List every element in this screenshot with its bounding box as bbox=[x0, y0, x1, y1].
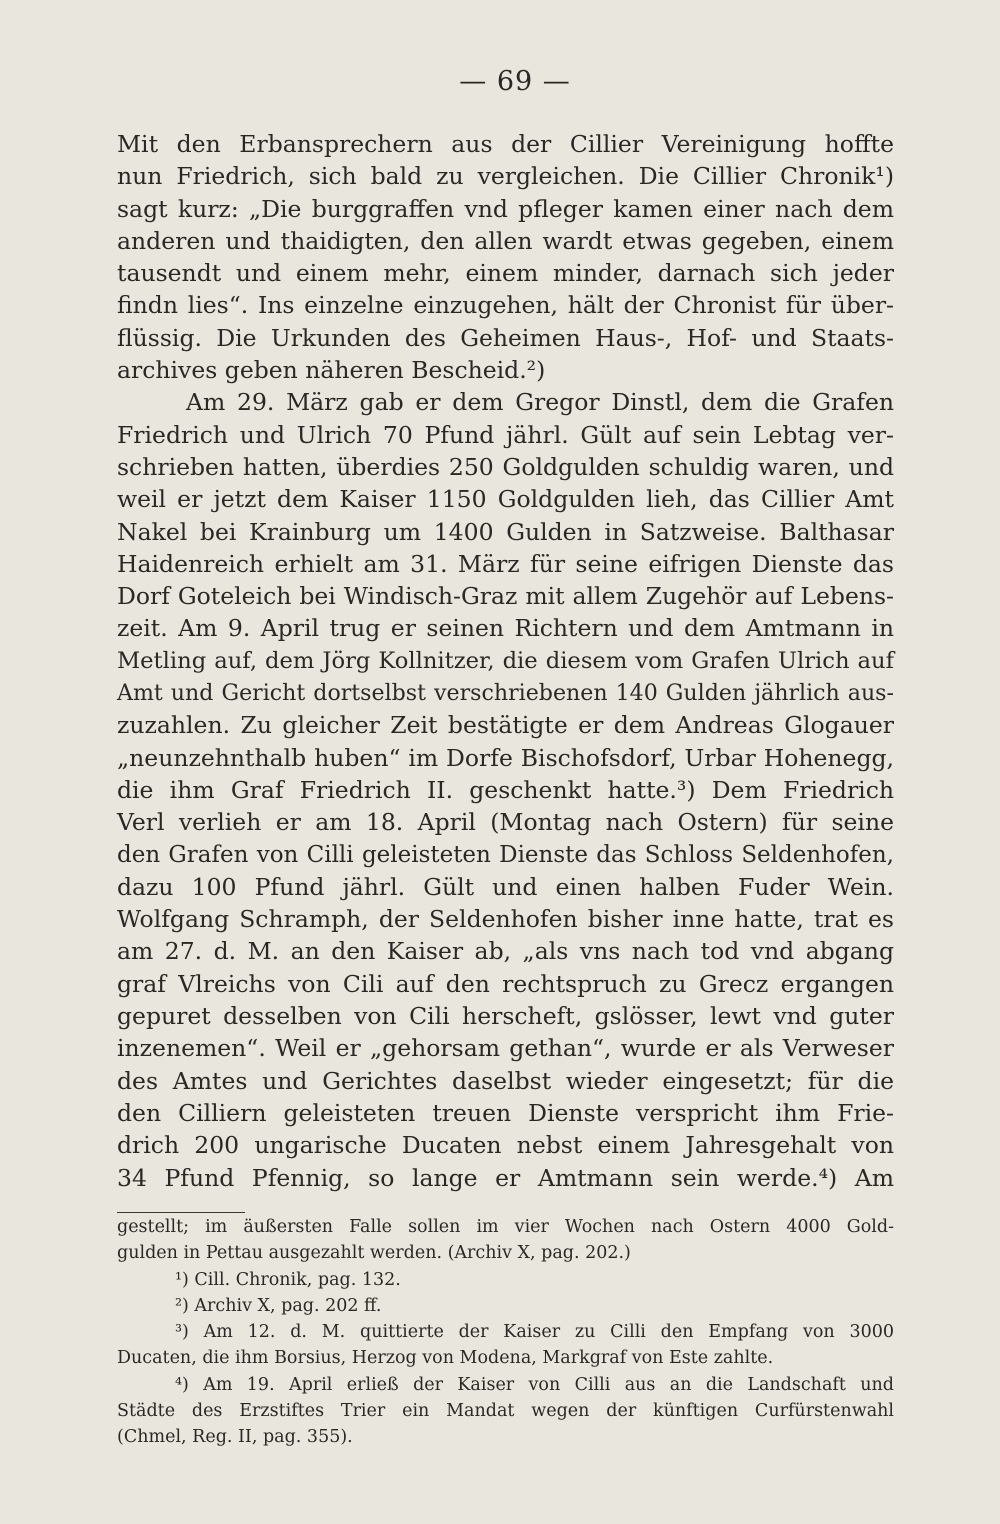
body-line: flüssig. Die Urkunden des Geheimen Haus-, Hof- und Staats- bbox=[117, 323, 894, 352]
footnote-line: gestellt; im äußersten Falle sollen im vier Wochen nach Ostern 4000 Gold- bbox=[117, 1217, 894, 1237]
body-line: Am 29. März gab er dem Gregor Dinstl, dem die Grafen bbox=[186, 388, 894, 417]
body-line: „neunzehnthalb huben“ im Dorfe Bischofsdorf, Urbar Hohenegg, bbox=[117, 743, 894, 772]
body-line: sagt kurz: „Die burggraffen vnd pfleger kamen einer nach dem bbox=[117, 194, 894, 223]
footnote-divider bbox=[117, 1212, 245, 1213]
body-line: die ihm Graf Friedrich II. geschenkt hatte.³) Dem Friedrich bbox=[117, 775, 894, 804]
footnote-line: Städte des Erzstiftes Trier ein Mandat wegen der künftigen Curfürstenwahl bbox=[117, 1401, 894, 1422]
body-line: 34 Pfund Pfennig, so lange er Amtmann sein werde.⁴) Am bbox=[117, 1163, 894, 1192]
body-line: nun Friedrich, sich bald zu vergleichen. Die Cillier Chronik¹) bbox=[117, 162, 894, 191]
footnote-line: gulden in Pettau ausgezahlt werden. (Archiv X, pag. 202.) bbox=[117, 1243, 631, 1264]
body-line: Mit den Erbansprechern aus der Cillier Vereinigung hoffte bbox=[117, 130, 894, 158]
body-line: zeit. Am 9. April trug er seinen Richtern und dem Amtmann in bbox=[117, 614, 894, 643]
body-line: archives geben näheren Bescheid.²) bbox=[117, 356, 546, 385]
body-line: graf Vlreichs von Cili auf den rechtspruch zu Grecz ergangen bbox=[117, 969, 894, 998]
body-line: Wolfgang Schramph, der Seldenhofen bisher inne hatte, trat es bbox=[117, 905, 894, 934]
body-line: Metling auf, dem Jörg Kollnitzer, die diesem vom Grafen Ulrich auf bbox=[117, 647, 894, 674]
page-number: — 69 — bbox=[459, 66, 571, 97]
body-text bbox=[117, 128, 894, 1194]
body-line: zuzahlen. Zu gleicher Zeit bestätigte er dem Andreas Glogauer bbox=[117, 711, 894, 740]
body-line: anderen und thaidigten, den allen wardt etwas gegeben, einem bbox=[117, 226, 894, 255]
footnotes bbox=[117, 1214, 894, 1451]
footnote-line: Ducaten, die ihm Borsius, Herzog von Modena, Markgraf von Este zahlte. bbox=[117, 1348, 774, 1369]
body-line: dazu 100 Pfund jährl. Gült und einen halben Fuder Wein. bbox=[117, 872, 894, 901]
body-line: den Grafen von Cilli geleisteten Dienste das Schloss Seldenhofen, bbox=[117, 841, 894, 868]
body-line: des Amtes und Gerichtes daselbst wieder eingesetzt; für die bbox=[117, 1066, 894, 1095]
footnote-1: ¹) Cill. Chronik, pag. 132. bbox=[175, 1269, 401, 1290]
body-line: Verl verlieh er am 18. April (Montag nach Ostern) für seine bbox=[117, 808, 894, 837]
body-line: schrieben hatten, überdies 250 Goldgulden schuldig waren, und bbox=[117, 452, 894, 481]
body-line: Haidenreich erhielt am 31. März für seine eifrigen Dienste das bbox=[117, 549, 894, 578]
body-line: Dorf Goteleich bei Windisch-Graz mit allem Zugehör auf Lebens- bbox=[117, 582, 894, 611]
footnote-line: (Chmel, Reg. II, pag. 355). bbox=[117, 1427, 353, 1448]
body-line: Friedrich und Ulrich 70 Pfund jährl. Gült auf sein Lebtag ver- bbox=[117, 420, 894, 449]
body-line: tausendt und einem mehr, einem minder, darnach sich jeder bbox=[117, 259, 894, 288]
body-line: weil er jetzt dem Kaiser 1150 Goldgulden lieh, das Cillier Amt bbox=[117, 485, 894, 514]
body-line: Nakel bei Krainburg um 1400 Gulden in Satzweise. Balthasar bbox=[117, 517, 894, 546]
footnote-2: ²) Archiv X, pag. 202 ff. bbox=[175, 1295, 382, 1316]
body-line: findn lies“. Ins einzelne einzugehen, hält der Chronist für über- bbox=[117, 291, 894, 320]
body-line: den Cilliern geleisteten treuen Dienste verspricht ihm Frie- bbox=[117, 1098, 894, 1127]
footnote-3: ³) Am 12. d. M. quittierte der Kaiser zu Cilli den Empfang von 3000 bbox=[175, 1322, 894, 1343]
body-line: am 27. d. M. an den Kaiser ab, „als vns nach tod vnd abgang bbox=[117, 937, 894, 966]
body-line: gepuret desselben von Cili herscheft, gslösser, lewt vnd guter bbox=[117, 1002, 894, 1031]
body-line: drich 200 ungarische Ducaten nebst einem Jahresgehalt von bbox=[117, 1131, 894, 1160]
body-line: Amt und Gericht dortselbst verschriebenen 140 Gulden jährlich aus- bbox=[117, 680, 894, 707]
body-line: inzenemen“. Weil er „gehorsam gethan“, wurde er als Verweser bbox=[117, 1034, 894, 1063]
footnote-4: ⁴) Am 19. April erließ der Kaiser von Cilli aus an die Landschaft und bbox=[175, 1374, 894, 1395]
